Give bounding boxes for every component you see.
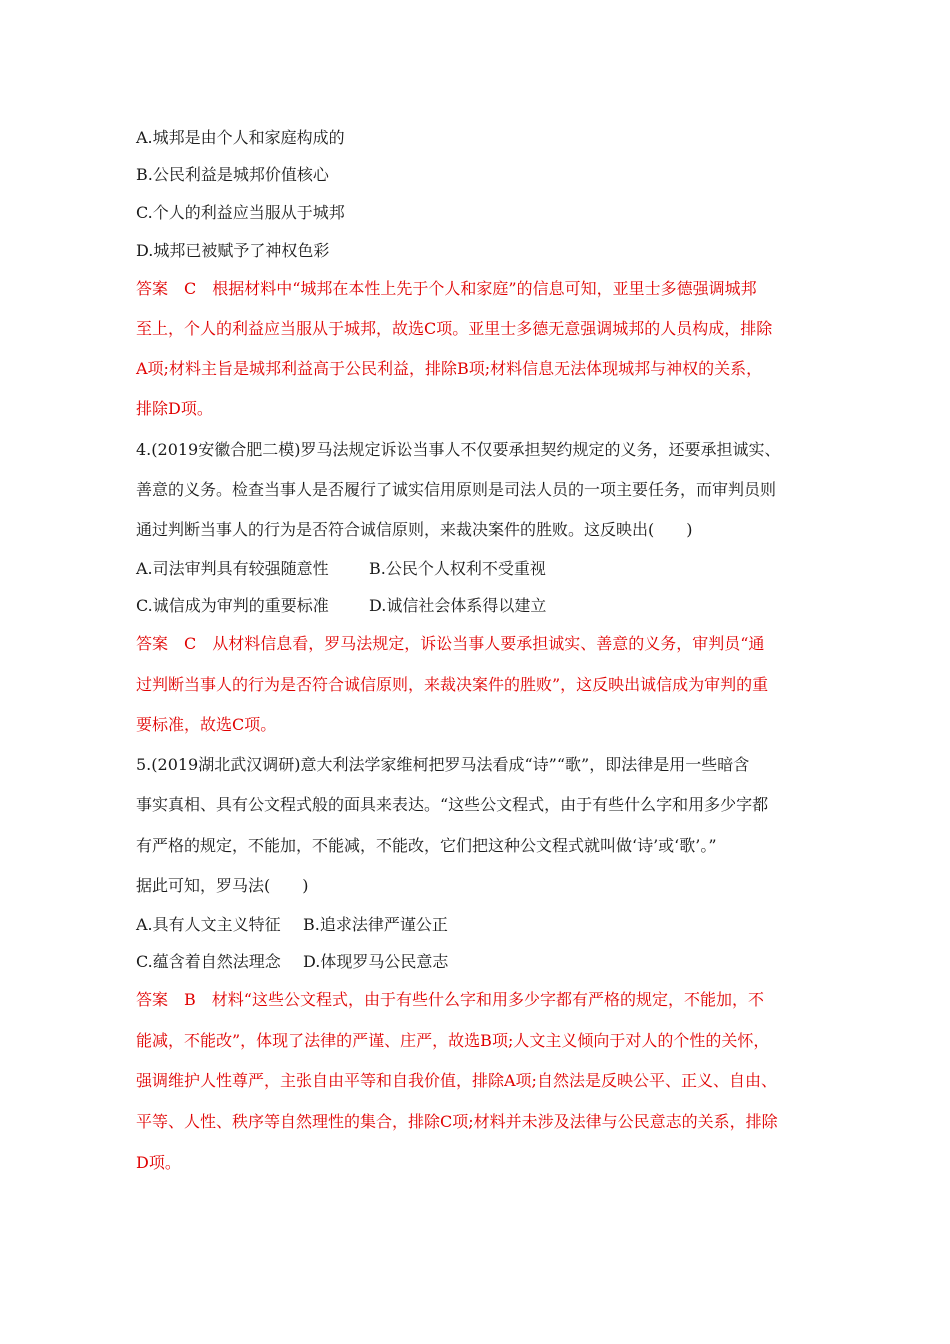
q5-answer-line: 能减，不能改”，体现了法律的严谨、庄严，故选B项;人文主义倾向于对人的个性的关怀，	[136, 1031, 770, 1050]
q5-answer-line: 平等、人性、秩序等自然理性的集合，排除C项;材料并未涉及法律与公民意志的关系，排除	[136, 1112, 778, 1131]
q4-option-d: D.诚信社会体系得以建立	[369, 596, 547, 615]
q3-answer-line: 排除D项。	[136, 399, 213, 418]
q3-option-c: C.个人的利益应当服从于城邦	[136, 203, 345, 222]
q4-answer-line: 要标准，故选C项。	[136, 715, 277, 734]
q5-options-row	[136, 952, 448, 972]
q5-option-b: B.追求法律严谨公正	[303, 915, 448, 934]
q5-options-row	[136, 915, 448, 935]
q4-stem-line: 通过判断当事人的行为是否符合诚信原则，来裁决案件的胜败。这反映出( )	[136, 520, 693, 539]
q3-answer-line: 至上，个人的利益应当服从于城邦，故选C项。亚里士多德无意强调城邦的人员构成，排除	[136, 319, 773, 338]
q3-option-d: D.城邦已被赋予了神权色彩	[136, 241, 330, 260]
q4-answer-line: 过判断当事人的行为是否符合诚信原则，来裁决案件的胜败”，这反映出诚信成为审判的重	[136, 675, 769, 694]
q5-answer-line: 强调维护人性尊严，主张自由平等和自我价值，排除A项;自然法是反映公平、正义、自由、	[136, 1071, 777, 1090]
q5-stem-line: 事实真相、具有公文程式般的面具来表达。“这些公文程式，由于有些什么字和用多少字都	[136, 795, 769, 814]
q4-stem-line: 善意的义务。检查当事人是否履行了诚实信用原则是司法人员的一项主要任务，而审判员则	[136, 480, 777, 499]
q3-answer-line: A项;材料主旨是城邦利益高于公民利益，排除B项;材料信息无法体现城邦与神权的关系，	[136, 359, 763, 378]
q3-option-a: A.城邦是由个人和家庭构成的	[136, 128, 345, 147]
q4-option-b: B.公民个人权利不受重视	[369, 559, 546, 578]
q4-option-c: C.诚信成为审判的重要标准	[136, 596, 329, 615]
q5-stem-line: 有严格的规定，不能加，不能减，不能改，它们把这种公文程式就叫做‘诗’或‘歌’。”	[136, 836, 717, 855]
q5-stem-line: 据此可知，罗马法( )	[136, 876, 309, 895]
q3-answer-line: 答案 C 根据材料中“城邦在本性上先于个人和家庭”的信息可知，亚里士多德强调城邦	[136, 279, 757, 298]
q5-answer-line: D项。	[136, 1153, 181, 1172]
q4-stem-line: 4.(2019安徽合肥二模)罗马法规定诉讼当事人不仅要承担契约规定的义务，还要承担诚实、	[136, 440, 781, 459]
q5-stem-line: 5.(2019湖北武汉调研)意大利法学家维柯把罗马法看成“诗”“歌”，即法律是用一些暗含	[136, 755, 750, 774]
q5-option-c: C.蕴含着自然法理念	[136, 952, 281, 971]
q5-option-d: D.体现罗马公民意志	[303, 952, 449, 971]
q4-option-a: A.司法审判具有较强随意性	[136, 559, 329, 578]
q5-option-a: A.具有人文主义特征	[136, 915, 281, 934]
q4-options-row	[136, 559, 546, 579]
q4-options-row	[136, 596, 546, 616]
q5-answer-line: 答案 B 材料“这些公文程式，由于有些什么字和用多少字都有严格的规定，不能加，不	[136, 990, 764, 1009]
q4-answer-line: 答案 C 从材料信息看，罗马法规定，诉讼当事人要承担诚实、善意的义务，审判员“通	[136, 634, 765, 653]
q3-option-b: B.公民利益是城邦价值核心	[136, 165, 329, 184]
